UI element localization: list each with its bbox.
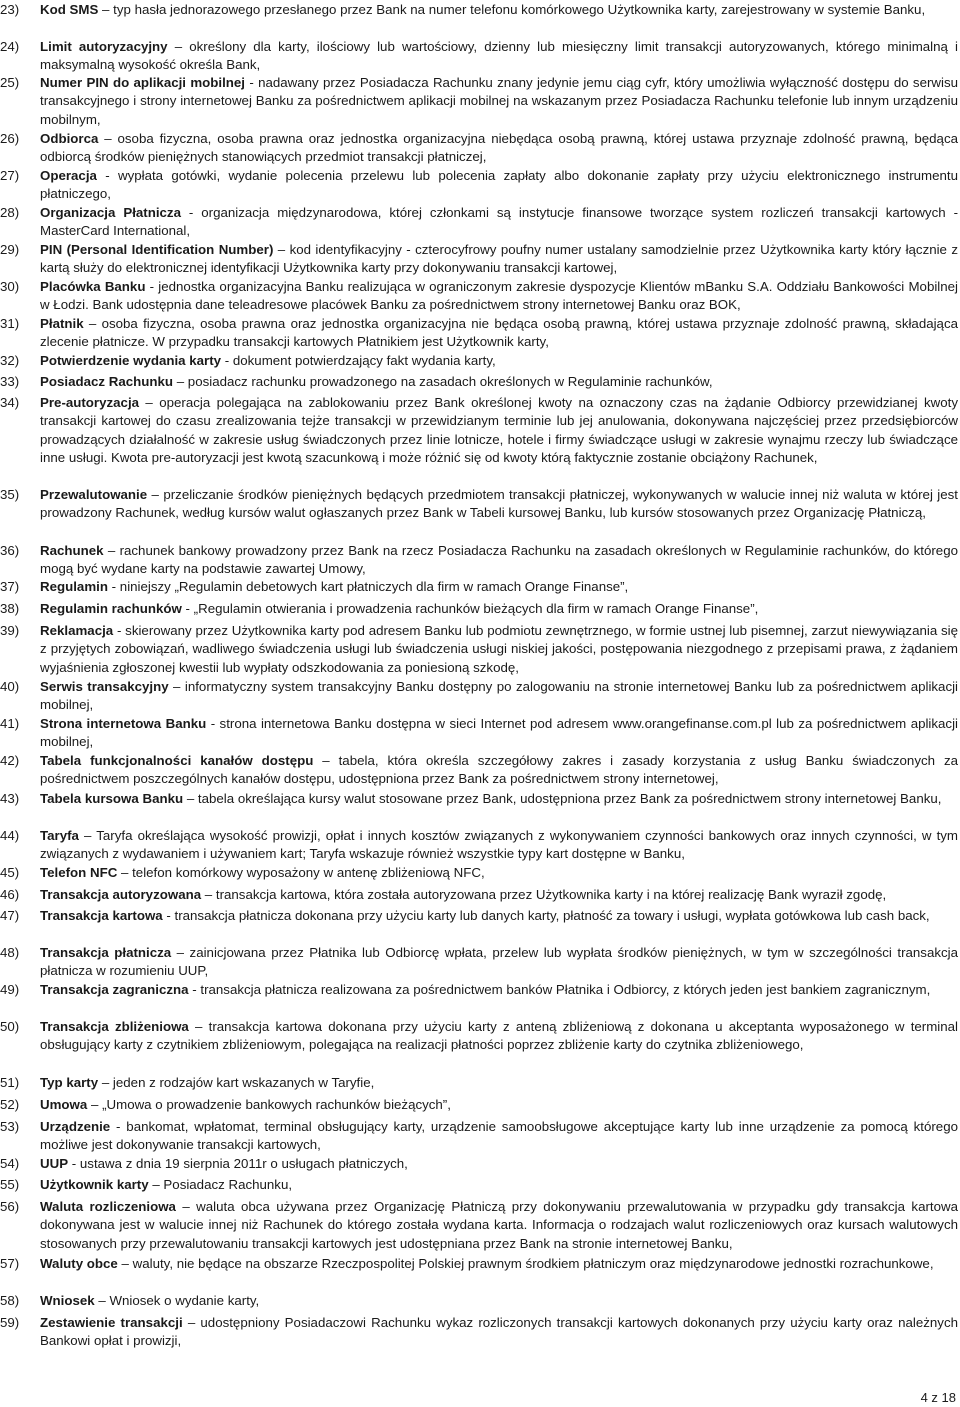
definition-term: Limit autoryzacyjny bbox=[40, 39, 168, 54]
definition-text: - skierowany przez Użytkownika karty pod adresem Banku lub podmiotu zewnętrznego, w formie ustnej lub pisemnej, zarzut niewywiązania się z przyjętych zobowiązań, wadliwego świadczenia usługi lub świadczenia usługi niskiej jakości, postępowania niezgodnego z przepisami prawa, z żądaniem wyjaśnienia zgłoszonej kwestii lub wypłaty odszkodowania za poniesioną szkodę, bbox=[40, 623, 958, 675]
definition-number: 39) bbox=[0, 623, 20, 638]
definition-item bbox=[0, 394, 960, 468]
definition-item bbox=[0, 1198, 960, 1253]
definition-term: Tabela kursowa Banku bbox=[40, 791, 184, 806]
definition-body bbox=[40, 600, 958, 618]
definition-number: 40) bbox=[0, 679, 20, 694]
definition-number: 52) bbox=[0, 1097, 20, 1112]
definition-text: - transakcja płatnicza dokonana przy użyciu karty lub danych karty, płatność za towary i usługi, wypłata gotówkowa lub cash back, bbox=[162, 908, 930, 923]
definition-item bbox=[0, 542, 960, 579]
definition-term: Waluty obce bbox=[40, 1256, 118, 1271]
definition-text: – Posiadacz Rachunku, bbox=[148, 1177, 293, 1192]
definition-number: 23) bbox=[0, 2, 20, 17]
definition-item bbox=[0, 1096, 960, 1114]
definition-term: Waluta rozliczeniowa bbox=[40, 1199, 176, 1214]
definition-text: – operacja polegająca na zablokowaniu przez Bank określonej kwoty na oznaczony czas na żądanie Odbiorcy przewidzianej kwoty transakcji kartowej do czasu zrealizowania tejże transakcji w przewidzianym terminie lub jej anulowania, dokonywana najczęściej przez przedsiębiorców prowadzących działalność w zakresie usług świadczonych przez linie lotnicze, hotele i firmy świadczące usługi w zakresie wynajmu rzeczy lub świadczące inne usługi. Kwota pre-autoryzacji jest kwotą szacunkową i może różnić się od kwoty którą faktycznie zostanie obciążony Rachunek, bbox=[40, 395, 958, 466]
definition-number: 55) bbox=[0, 1177, 20, 1192]
definition-text: – waluty, nie będące na obszarze Rzeczpospolitej Polskiej prawnym środkiem płatniczym oraz międzynarodowe jednostki rozrachunkowe, bbox=[117, 1256, 934, 1271]
definition-text: – zainicjowana przez Płatnika lub Odbiorcę wpłata, przelew lub wypłata środków pieniężnych, w tym w szczególności transakcja płatnicza w rozumieniu UUP, bbox=[40, 945, 958, 979]
definition-item bbox=[0, 715, 960, 752]
definition-item bbox=[0, 373, 960, 391]
definition-text: – udostępniony Posiadaczowi Rachunku wykaz rozliczonych transakcji kartowych dokonanych przy użyciu karty oraz należnych Bankowi opłat i prowizji, bbox=[40, 1315, 959, 1349]
definition-text: – transakcja kartowa, która została autoryzowana przez Użytkownika karty i na której realizację Bank wyraził zgodę, bbox=[201, 887, 887, 902]
definition-body bbox=[40, 394, 958, 468]
definition-number: 56) bbox=[0, 1199, 20, 1214]
definition-number: 26) bbox=[0, 131, 20, 146]
definition-body bbox=[40, 1314, 958, 1351]
definition-body bbox=[40, 38, 958, 75]
definition-body bbox=[40, 1074, 958, 1092]
definition-text: – Taryfa określająca wysokość prowizji, opłat i innych kosztów związanych z wykonywaniem czynności bankowych oraz innych czynności, w tym związanych z wydawaniem i używaniem kart; Taryfa wskazuje również wszystkie typy kart dostępne w Banku, bbox=[40, 828, 958, 862]
definition-item bbox=[0, 167, 960, 204]
definition-text: – transakcja kartowa dokonana przy użyciu karty z anteną zbliżeniową z dokonana u akceptanta wyposażonego w terminal obsługujący karty z czytnikiem zbliżeniowym, polegająca na realizacji płatności poprzez zbliżenie karty do czytnika zbliżeniowego, bbox=[40, 1019, 959, 1053]
definition-item bbox=[0, 886, 960, 904]
definition-body bbox=[40, 578, 958, 596]
definition-number: 42) bbox=[0, 753, 20, 768]
definition-body bbox=[40, 373, 958, 391]
definition-term: PIN (Personal Identification Number) bbox=[40, 242, 274, 257]
definition-number: 51) bbox=[0, 1075, 20, 1090]
definition-body bbox=[40, 1118, 958, 1155]
definition-text: - wypłata gotówki, wydanie polecenia przelewu lub polecenia zapłaty albo dokonanie zapłaty przy użyciu elektronicznego instrumentu płatniczego, bbox=[40, 168, 958, 202]
definition-number: 24) bbox=[0, 39, 20, 54]
definition-text: - bankomat, wpłatomat, terminal obsługujący karty, urządzenie samoobsługowe akceptujące karty lub inne urządzenie za pomocą którego możliwe jest dokonywanie transakcji kartowych, bbox=[40, 1119, 958, 1153]
definition-text: - ustawa z dnia 19 sierpnia 2011r o usługach płatniczych, bbox=[68, 1156, 408, 1171]
definition-body bbox=[40, 542, 958, 579]
definition-text: – posiadacz rachunku prowadzonego na zasadach określonych w Regulaminie rachunków, bbox=[173, 374, 713, 389]
definition-item bbox=[0, 864, 960, 882]
definition-text: – przeliczanie środków pieniężnych będących przedmiotem transakcji płatniczej, wykonywanych w walucie innej niż waluta w której jest prowadzony Rachunek, według kursów walut ogłaszanych przez Bank w Tabeli kursowej Banku, lub kursów stosowanych przez Organizację Płatniczą, bbox=[40, 487, 958, 521]
definition-body bbox=[40, 74, 958, 129]
definition-item bbox=[0, 74, 960, 129]
definition-body bbox=[40, 715, 958, 752]
definition-term: Zestawienie transakcji bbox=[40, 1315, 183, 1330]
definition-body bbox=[40, 1155, 958, 1173]
definition-term: Płatnik bbox=[40, 316, 84, 331]
definition-term: Organizacja Płatnicza bbox=[40, 205, 181, 220]
definition-term: Transakcja zbliżeniowa bbox=[40, 1019, 189, 1034]
definition-body bbox=[40, 864, 958, 882]
definition-term: Numer PIN do aplikacji mobilnej bbox=[40, 75, 245, 90]
definition-text: – „Umowa o prowadzenie bankowych rachunków bieżących”, bbox=[87, 1097, 451, 1112]
definition-body bbox=[40, 315, 958, 352]
definition-item bbox=[0, 278, 960, 315]
definition-term: Tabela funkcjonalności kanałów dostępu bbox=[40, 753, 314, 768]
definition-text: – osoba fizyczna, osoba prawna oraz jednostka organizacyjna niebędąca osobą prawną, której ustawa przyznaje zdolność prawną, będąca odbiorcą środków pieniężnych stanowiących przedmiot transakcji płatniczej, bbox=[40, 131, 958, 165]
definition-term: Serwis transakcyjny bbox=[40, 679, 169, 694]
definition-item bbox=[0, 907, 960, 925]
definition-term: Kod SMS bbox=[40, 2, 99, 17]
definition-term: Rachunek bbox=[40, 543, 104, 558]
definition-item bbox=[0, 1, 960, 19]
definition-term: Typ karty bbox=[40, 1075, 99, 1090]
definition-term: Transakcja płatnicza bbox=[40, 945, 172, 960]
definition-item bbox=[0, 622, 960, 677]
definition-number: 44) bbox=[0, 828, 20, 843]
definition-item bbox=[0, 352, 960, 370]
definition-term: Regulamin bbox=[40, 579, 108, 594]
definition-item bbox=[0, 38, 960, 75]
definition-text: – waluta obca używana przez Organizację Płatniczą przy dokonywaniu przewalutowania w przypadku gdy transakcja kartowa dokonywana jest w walucie innej niż Rachunek do którego została wydana karta. Informacja o rodzajach walut rozliczeniowych oraz kursach walutowych stosowanych przy przewalutowaniu transakcji kartowych jest udostępniana przez Bank na stronie internetowej Banku, bbox=[40, 1199, 958, 1251]
definition-text: - transakcja płatnicza realizowana za pośrednictwem banków Płatnika i Odbiorcy, z których jeden jest bankiem zagranicznym, bbox=[188, 982, 931, 997]
definition-item bbox=[0, 981, 960, 999]
definition-number: 45) bbox=[0, 865, 20, 880]
definition-item bbox=[0, 1255, 960, 1273]
definition-text: – tabela określająca kursy walut stosowane przez Bank, udostępniona przez Bank za pośrednictwem strony internetowej Banku, bbox=[183, 791, 942, 806]
definition-item bbox=[0, 1074, 960, 1092]
definition-body bbox=[40, 167, 958, 204]
definition-term: Umowa bbox=[40, 1097, 88, 1112]
definition-text: - dokument potwierdzający fakt wydania karty, bbox=[221, 353, 496, 368]
definition-number: 38) bbox=[0, 601, 20, 616]
definition-term: Transakcja autoryzowana bbox=[40, 887, 202, 902]
definition-number: 48) bbox=[0, 945, 20, 960]
definition-item bbox=[0, 1314, 960, 1351]
definition-item bbox=[0, 944, 960, 981]
definition-number: 34) bbox=[0, 395, 20, 410]
definition-number: 36) bbox=[0, 543, 20, 558]
page-number: 4 z 18 bbox=[920, 1390, 956, 1405]
definition-term: Placówka Banku bbox=[40, 279, 146, 294]
definition-number: 49) bbox=[0, 982, 20, 997]
definition-text: – telefon komórkowy wyposażony w antenę zbliżeniową NFC, bbox=[117, 865, 485, 880]
definition-number: 25) bbox=[0, 75, 20, 90]
definition-number: 50) bbox=[0, 1019, 20, 1034]
definition-item bbox=[0, 827, 960, 864]
definition-number: 57) bbox=[0, 1256, 20, 1271]
definition-text: – kod identyfikacyjny - czterocyfrowy poufny numer ustalany samodzielnie przez Użytkownika karty który łącznie z kartą służy do elektronicznej identyfikacji Użytkownika karty przy dokonywaniu transakcji kartowej, bbox=[40, 242, 959, 276]
definition-number: 33) bbox=[0, 374, 20, 389]
definition-body bbox=[40, 278, 958, 315]
definition-item bbox=[0, 600, 960, 618]
definition-body bbox=[40, 1176, 958, 1194]
definition-item bbox=[0, 578, 960, 596]
definition-term: Użytkownik karty bbox=[40, 1177, 149, 1192]
definition-number: 28) bbox=[0, 205, 20, 220]
definition-item bbox=[0, 204, 960, 241]
definition-item bbox=[0, 678, 960, 715]
definition-text: - nadawany przez Posiadacza Rachunku znany jedynie jemu ciąg cyfr, który umożliwia wyłączność dostępu do serwisu transakcyjnego i strony internetowej Banku za pośrednictwem aplikacji mobilnej na wskazanym przez Posiadacza Rachunku telefonie lub innym urządzeniu mobilnym, bbox=[40, 75, 959, 127]
definition-text: - strona internetowa Banku dostępna w sieci Internet pod adresem www.orangefinanse.com.pl lub za pośrednictwem aplikacji mobilnej, bbox=[40, 716, 958, 750]
definition-number: 37) bbox=[0, 579, 20, 594]
definition-term: Potwierdzenie wydania karty bbox=[40, 353, 222, 368]
definition-body bbox=[40, 1018, 958, 1055]
definition-text: – typ hasła jednorazowego przesłanego przez Bank na numer telefonu komórkowego Użytkownika karty, zarejestrowany w systemie Banku, bbox=[98, 2, 926, 17]
definition-number: 46) bbox=[0, 887, 20, 902]
definition-number: 31) bbox=[0, 316, 20, 331]
definition-body bbox=[40, 886, 958, 904]
definition-number: 54) bbox=[0, 1156, 20, 1171]
definition-term: Transakcja kartowa bbox=[40, 908, 163, 923]
definition-body bbox=[40, 827, 958, 864]
definition-item bbox=[0, 1176, 960, 1194]
definition-body bbox=[40, 1255, 958, 1273]
definition-number: 53) bbox=[0, 1119, 20, 1134]
definition-item bbox=[0, 1018, 960, 1055]
definition-item bbox=[0, 1118, 960, 1155]
definition-term: Odbiorca bbox=[40, 131, 99, 146]
definition-text: – tabela, która określa szczegółowy zakres i zasady korzystania z usług Banku świadczonych za pośrednictwem poszczególnych kanałów dostępu, udostępniona przez Bank za pośrednictwem strony internetowej, bbox=[40, 753, 958, 787]
definition-number: 47) bbox=[0, 908, 20, 923]
definition-number: 27) bbox=[0, 168, 20, 183]
definition-text: - niniejszy „Regulamin debetowych kart płatniczych dla firm w ramach Orange Finanse”, bbox=[107, 579, 629, 594]
definition-term: Regulamin rachunków bbox=[40, 601, 182, 616]
definition-text: – osoba fizyczna, osoba prawna oraz jednostka organizacyjna nie będąca osobą prawną, której ustawa przyznaje zdolność prawną, składająca zlecenie płatnicze. W przypadku transakcji kartowych Płatnikiem jest Użytkownik karty, bbox=[40, 316, 958, 350]
definition-term: Reklamacja bbox=[40, 623, 114, 638]
definition-text: – określony dla karty, ilościowy lub wartościowy, dzienny lub miesięczny limit transakcji autoryzowanych, którego minimalną i maksymalną wysokość określa Bank, bbox=[40, 39, 959, 73]
definition-item bbox=[0, 130, 960, 167]
definition-body bbox=[40, 752, 958, 789]
definition-number: 32) bbox=[0, 353, 20, 368]
definition-item bbox=[0, 241, 960, 278]
definition-body bbox=[40, 486, 958, 523]
definition-term: Taryfa bbox=[40, 828, 79, 843]
definition-text: - organizacja międzynarodowa, której członkami są instytucje finansowe tworzące system rozliczeń transakcji kartowych - MasterCard International, bbox=[40, 205, 958, 239]
definition-text: – informatyczny system transakcyjny Banku dostępny po zalogowaniu na stronie internetowej Banku lub za pośrednictwem aplikacji mobilnej, bbox=[40, 679, 959, 713]
definition-item bbox=[0, 752, 960, 789]
definition-body bbox=[40, 204, 958, 241]
definition-term: Przewalutowanie bbox=[40, 487, 148, 502]
definition-text: - jednostka organizacyjna Banku realizująca w ograniczonym zakresie dyspozycje Klientów mBanku S.A. Oddziału Bankowości Mobilnej w Łodzi. Bank udostępnia dane teleadresowe placówek Banku za pośrednictwem strony internetowej Banku oraz BOK, bbox=[40, 279, 958, 313]
definition-body bbox=[40, 1198, 958, 1253]
definition-text: – jeden z rodzajów kart wskazanych w Taryfie, bbox=[98, 1075, 375, 1090]
definition-number: 41) bbox=[0, 716, 20, 731]
definition-number: 43) bbox=[0, 791, 20, 806]
definition-item bbox=[0, 790, 960, 808]
definition-body bbox=[40, 241, 958, 278]
definition-body bbox=[40, 944, 958, 981]
definition-body bbox=[40, 678, 958, 715]
definition-number: 59) bbox=[0, 1315, 20, 1330]
definition-body bbox=[40, 1, 958, 19]
definition-body bbox=[40, 1096, 958, 1114]
definition-number: 30) bbox=[0, 279, 20, 294]
definition-term: Pre-autoryzacja bbox=[40, 395, 140, 410]
definition-term: Telefon NFC bbox=[40, 865, 118, 880]
definition-text: – Wniosek o wydanie karty, bbox=[94, 1293, 260, 1308]
definition-term: Urządzenie bbox=[40, 1119, 111, 1134]
definition-text: – rachunek bankowy prowadzony przez Bank na rzecz Posiadacza Rachunku na zasadach określonych w Regulaminie rachunków, do którego mogą być wydane karty na podstawie zawartej Umowy, bbox=[40, 543, 958, 577]
definition-term: UUP bbox=[40, 1156, 69, 1171]
definition-body bbox=[40, 1292, 958, 1310]
definition-body bbox=[40, 981, 958, 999]
definition-term: Posiadacz Rachunku bbox=[40, 374, 174, 389]
definition-item bbox=[0, 486, 960, 523]
definition-term: Transakcja zagraniczna bbox=[40, 982, 189, 997]
definition-term: Strona internetowa Banku bbox=[40, 716, 207, 731]
definition-text: - „Regulamin otwierania i prowadzenia rachunków bieżących dla firm w ramach Orange Finanse”, bbox=[181, 601, 759, 616]
definition-term: Operacja bbox=[40, 168, 97, 183]
definition-item bbox=[0, 315, 960, 352]
definition-number: 29) bbox=[0, 242, 20, 257]
definition-number: 58) bbox=[0, 1293, 20, 1308]
definition-item bbox=[0, 1155, 960, 1173]
definition-number: 35) bbox=[0, 487, 20, 502]
definition-item bbox=[0, 1292, 960, 1310]
definition-body bbox=[40, 352, 958, 370]
definition-body bbox=[40, 622, 958, 677]
definition-body bbox=[40, 907, 958, 925]
definition-body bbox=[40, 130, 958, 167]
definition-body bbox=[40, 790, 958, 808]
definition-term: Wniosek bbox=[40, 1293, 95, 1308]
